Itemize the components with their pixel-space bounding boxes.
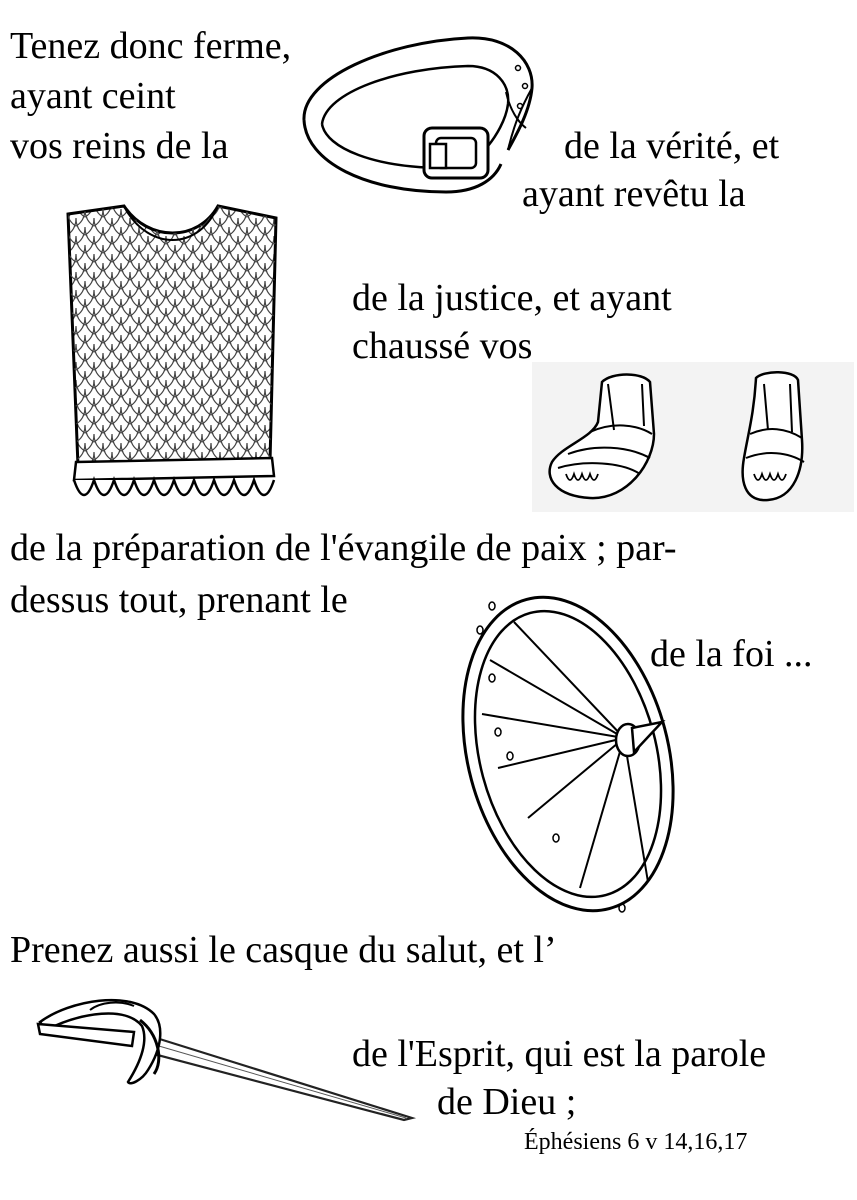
scripture-reference: Éphésiens 6 v 14,16,17 (524, 1129, 748, 1155)
text-line-verite: de la vérité, et (564, 125, 780, 167)
text-line-esprit: de l'Esprit, qui est la parole (352, 1033, 767, 1075)
shield-icon (452, 582, 684, 926)
text-line-dessus-tout: dessus tout, prenant le (10, 579, 348, 621)
text-line-dieu: de Dieu ; (437, 1081, 577, 1123)
sword-icon (30, 990, 414, 1124)
text-line-vos-reins: vos reins de la (10, 125, 229, 167)
text-line-ayant-ceint: ayant ceint (10, 75, 176, 117)
breastplate-icon (58, 200, 290, 516)
text-line-tenez: Tenez donc ferme, (10, 25, 292, 67)
text-line-prenez: Prenez aussi le casque du salut, et l’ (10, 929, 557, 971)
text-line-preparation: de la préparation de l'évangile de paix ; par- (10, 527, 677, 569)
text-line-justice: de la justice, et ayant (352, 277, 672, 319)
text-line-foi: de la foi ... (650, 633, 813, 675)
belt-icon (296, 28, 540, 208)
text-line-chausse: chaussé vos (352, 325, 533, 367)
sandals-icon (532, 362, 854, 512)
text-line-ayant-revetu: ayant revêtu la (522, 173, 746, 215)
